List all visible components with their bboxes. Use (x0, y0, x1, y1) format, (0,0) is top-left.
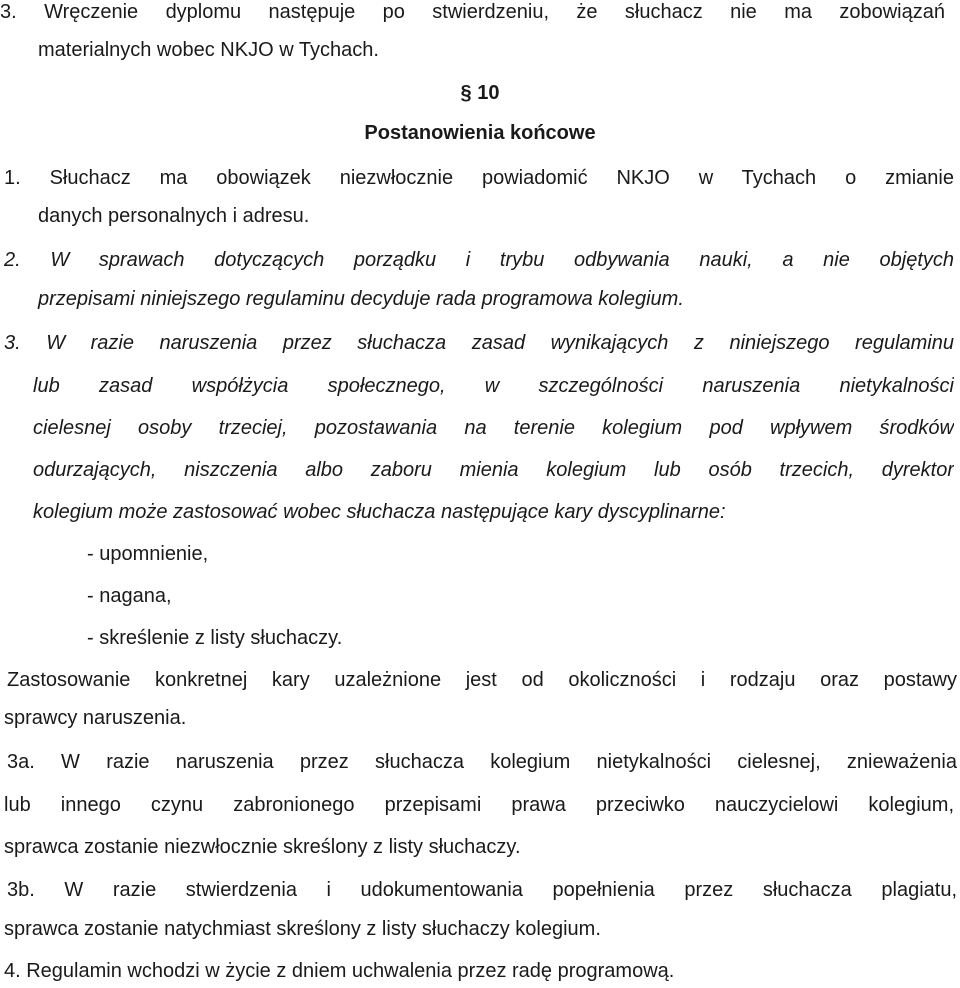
paragraph-line: lub zasad współżycia społecznego, w szczególności naruszenia nietykalności (33, 375, 954, 397)
list-item: - nagana, (87, 585, 172, 607)
paragraph-line: Zastosowanie konkretnej kary uzależnione jest od okoliczności i rodzaju oraz postawy (7, 669, 957, 691)
list-item: - skreślenie z listy słuchaczy. (87, 627, 343, 649)
list-item: - upomnienie, (87, 543, 209, 565)
section-title: Postanowienia końcowe (364, 122, 596, 144)
paragraph-line: 4. Regulamin wchodzi w życie z dniem uchwalenia przez radę programową. (4, 960, 675, 982)
paragraph-line: materialnych wobec NKJO w Tychach. (38, 39, 379, 61)
paragraph-line: 1. Słuchacz ma obowiązek niezwłocznie powiadomić NKJO w Tychach o zmianie (4, 167, 954, 189)
paragraph-line: lub innego czynu zabronionego przepisami prawa przeciwko nauczycielowi kolegium, (4, 794, 954, 816)
paragraph-line: 3a. W razie naruszenia przez słuchacza kolegium nietykalności cielesnej, znieważenia (7, 751, 957, 773)
paragraph-line: sprawca zostanie niezwłocznie skreślony z listy słuchaczy. (4, 836, 521, 858)
paragraph-line: sprawcy naruszenia. (4, 707, 187, 729)
paragraph-line: cielesnej osoby trzeciej, pozostawania na terenie kolegium pod wpływem środków (33, 417, 954, 439)
paragraph-line: 3. W razie naruszenia przez słuchacza zasad wynikających z niniejszego regulaminu (4, 332, 954, 354)
paragraph-line: 3. Wręczenie dyplomu następuje po stwierdzeniu, że słuchacz nie ma zobowiązań (0, 1, 945, 23)
paragraph-line: 3b. W razie stwierdzenia i udokumentowania popełnienia przez słuchacza plagiatu, (7, 879, 957, 901)
section-number: § 10 (460, 82, 500, 104)
paragraph-line: przepisami niniejszego regulaminu decyduje rada programowa kolegium. (38, 288, 684, 310)
paragraph-line: 2. W sprawach dotyczących porządku i trybu odbywania nauki, a nie objętych (4, 249, 954, 271)
paragraph-line: odurzających, niszczenia albo zaboru mienia kolegium lub osób trzecich, dyrektor (33, 459, 954, 481)
paragraph-line: danych personalnych i adresu. (38, 205, 310, 227)
paragraph-line: kolegium może zastosować wobec słuchacza następujące kary dyscyplinarne: (33, 501, 726, 523)
paragraph-line: sprawca zostanie natychmiast skreślony z listy słuchaczy kolegium. (4, 918, 601, 940)
